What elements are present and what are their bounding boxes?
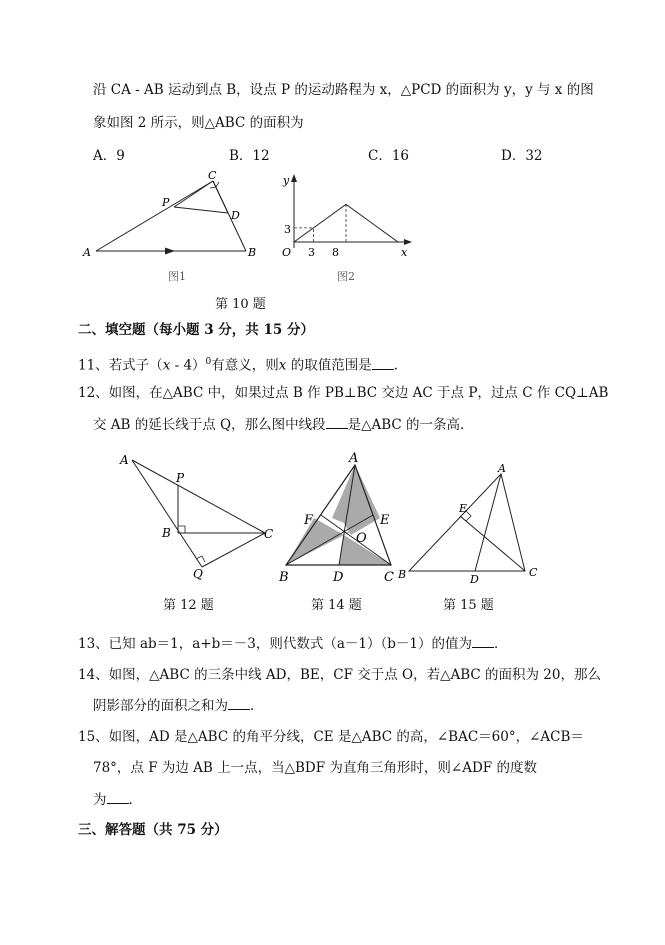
q10-caption: 第 10 题: [215, 297, 266, 312]
figure-12: [112, 450, 282, 590]
q15-line3a: 为: [93, 792, 107, 808]
fig15-label-a: A: [498, 462, 506, 475]
q14-line2: [93, 696, 264, 716]
fig14-label-c: C: [384, 570, 394, 585]
fig15-caption: 第 15 题: [443, 598, 494, 613]
q14-line1: 14、如图，△ABC 的三条中线 AD，BE，CF 交于点 O，若△ABC 的面积为 20，那么: [78, 667, 601, 683]
section-2-heading: 二、填空题（每小题 3 分，共 15 分）: [78, 322, 314, 338]
fig15-label-e: E: [459, 502, 468, 515]
q13-tail: ．: [493, 636, 508, 652]
q14-answer-blank[interactable]: [228, 697, 250, 710]
q10-line2: 象如图 2 所示，则△ABC 的面积为: [93, 115, 304, 131]
figure-15: [395, 460, 550, 590]
fig12-label-p: P: [176, 471, 185, 485]
fig14-label-b: B: [279, 570, 289, 585]
fig10-label-b: B: [248, 246, 257, 259]
fig14-caption: 第 14 题: [311, 598, 362, 613]
q11-exponent: 0: [205, 357, 212, 367]
fig12-label-a: A: [120, 453, 129, 467]
q10-figure-2: [273, 168, 418, 288]
q11-tail: .: [393, 357, 398, 374]
q12-answer-blank[interactable]: [326, 416, 348, 429]
fig10-caption-2: 图2: [337, 270, 355, 283]
section-3-heading: 三、解答题（共 75 分）: [78, 822, 228, 838]
q11-num: 11、: [78, 357, 109, 374]
q12-line2a: 交 AB 的延长线于点 Q，那么图中线段: [93, 417, 326, 433]
graph-origin-label: O: [282, 246, 292, 259]
q11-pre: 若式子（: [108, 357, 163, 374]
fig12-label-b: B: [162, 526, 171, 540]
fig12-label-q: Q: [193, 567, 203, 581]
q13-line: [78, 634, 507, 654]
graph-tick-y-3: 3: [284, 223, 291, 236]
fig14-label-a: A: [349, 451, 359, 466]
q12-line1: 12、如图，在△ABC 中，如果过点 B 作 PB⊥BC 交边 AC 于点 P，过点 C 作 CQ⊥AB: [78, 385, 609, 401]
q13-answer-blank[interactable]: [472, 635, 494, 648]
fig10-label-d: D: [231, 209, 240, 222]
fig10-label-a: A: [83, 246, 91, 259]
q11-line: [78, 352, 398, 376]
fig14-label-e: E: [380, 513, 390, 528]
q11-var-x2: x: [278, 357, 287, 374]
graph-axis-y-label: y: [283, 174, 290, 187]
q11-var-x: x: [162, 357, 171, 374]
graph-tick-x-8: 8: [332, 246, 339, 259]
q11-answer-blank[interactable]: [372, 357, 394, 370]
q14-line2-text: 阴影部分的面积之和为: [93, 698, 228, 714]
q10-option-c: C．16: [368, 148, 410, 164]
q15-line3: [93, 790, 142, 810]
figure-14: [274, 450, 409, 590]
q10-line1: 沿 CA - AB 运动到点 B，设点 P 的运动路程为 x，△PCD 的面积为 y，y 与 x 的图: [93, 82, 594, 98]
q12-line2b: 是△ABC 的一条高．: [347, 417, 474, 433]
q11-mid: - 4）: [170, 357, 206, 374]
fig15-label-c: C: [529, 566, 538, 579]
q15-answer-blank[interactable]: [107, 791, 129, 804]
q11-end: 的取值范围是: [286, 357, 372, 374]
q13-text: 13、已知 ab＝1，a+b＝－3，则代数式（a－1）（b－1）的值为: [78, 636, 472, 652]
q10-option-d: D．32: [501, 148, 543, 164]
fig10-label-c: C: [208, 169, 217, 182]
q15-line2: 78°，点 F 为边 AB 上一点，当△BDF 为直角三角形时，则∠ADF 的度数: [93, 760, 537, 776]
q15-tail: ．: [128, 792, 142, 808]
fig10-caption-1: 图1: [168, 270, 186, 283]
fig12-label-c: C: [264, 527, 274, 541]
graph-tick-x-3: 3: [308, 246, 315, 259]
graph-axis-x-label: x: [401, 246, 408, 259]
q10-option-a: A．9: [93, 148, 125, 164]
q12-line2: [93, 415, 474, 435]
q10-option-b: B．12: [229, 148, 270, 164]
fig14-label-f: F: [304, 513, 314, 528]
fig14-label-d: D: [333, 570, 344, 585]
fig12-caption: 第 12 题: [163, 598, 214, 613]
fig15-label-b: B: [398, 568, 407, 581]
q10-figure-1: [80, 169, 265, 287]
q15-line1: 15、如图，AD 是△ABC 的角平分线，CE 是△ABC 的高，∠BAC＝60°，∠ACB＝: [78, 729, 584, 745]
fig14-label-o: O: [356, 531, 367, 546]
fig15-label-d: D: [470, 573, 479, 586]
q14-tail: ．: [250, 698, 264, 714]
q11-post: 有意义，则: [211, 357, 279, 374]
fig10-label-p: P: [162, 196, 170, 209]
